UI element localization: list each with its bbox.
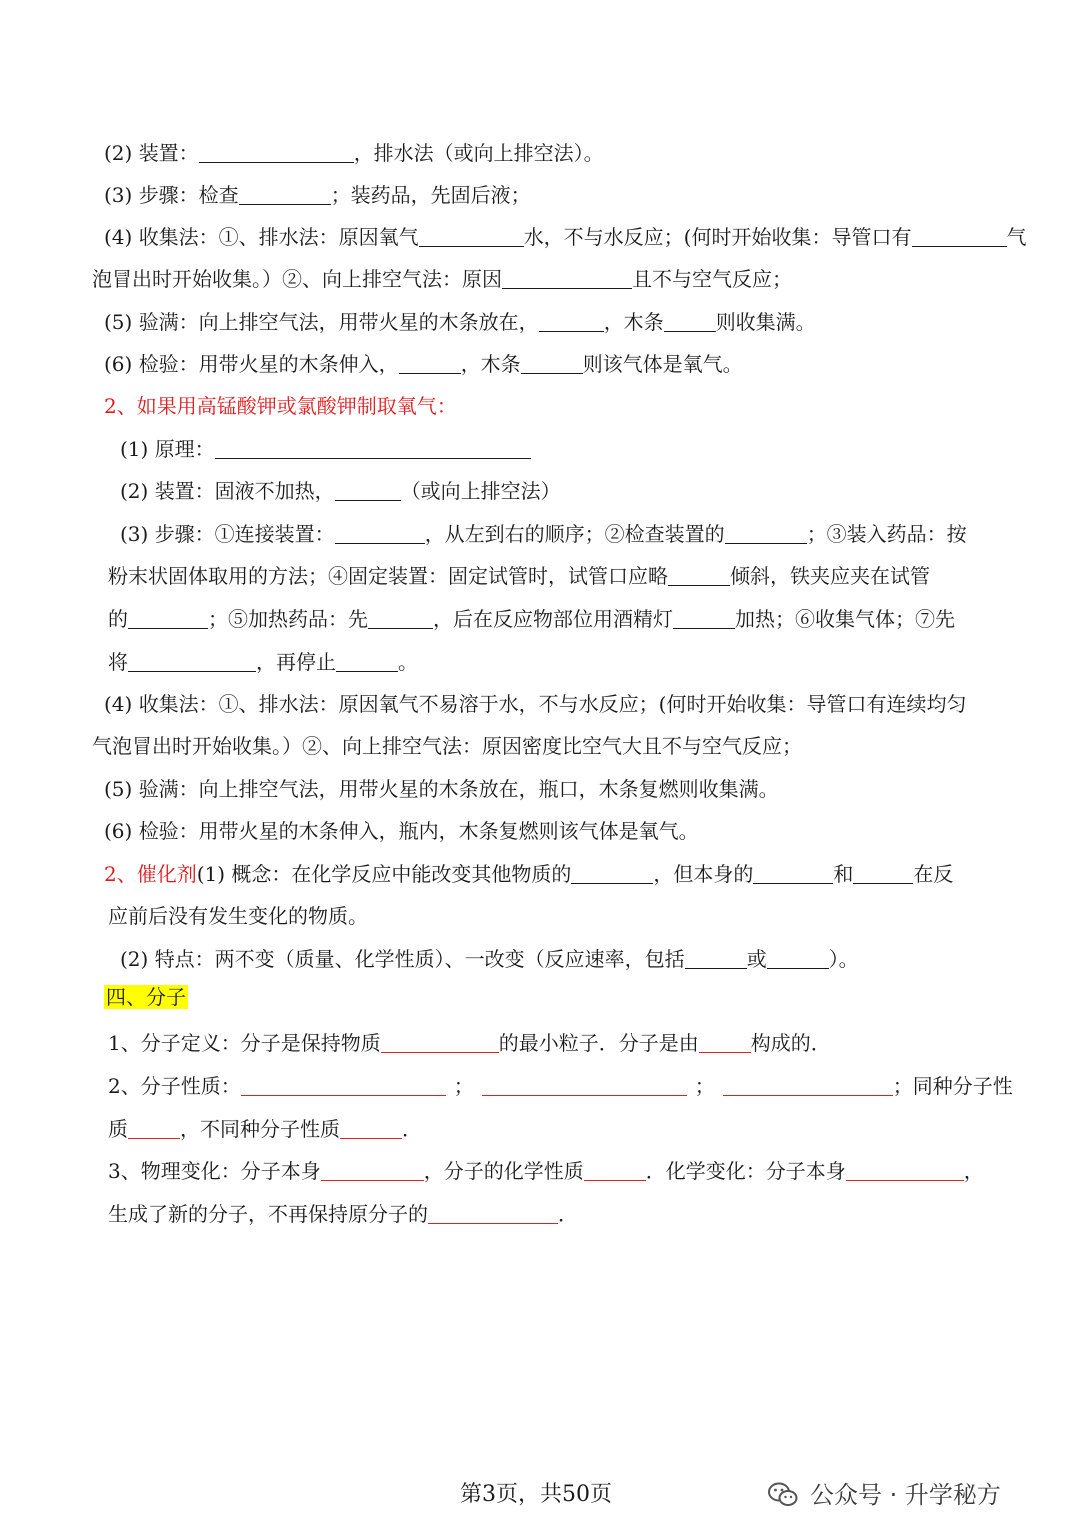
molecule-def-line: 1、分子定义：分子是保持物质 的最小粒子．分子是由 构成的．: [108, 1031, 831, 1055]
molecule-prop-line-2: 质 ，不同种分子性质 ．: [108, 1117, 422, 1141]
blank[interactable]: [335, 480, 401, 501]
h2o2-steps-line: (3) 步骤：检查 ；装药品，先固后液；: [104, 183, 531, 207]
blank[interactable]: [723, 1075, 893, 1096]
page-footer: [0, 1478, 1080, 1512]
kmno4-steps-line-1: (3) 步骤：①连接装置： ，从左到右的顺序；②检查装置的 ；③装入药品：按: [120, 522, 967, 546]
blank[interactable]: [381, 1032, 499, 1053]
blank[interactable]: [241, 1075, 446, 1096]
blank[interactable]: [664, 311, 716, 332]
catalyst-concept-line-1: 2、催化剂(1) 概念：在化学反应中能改变其他物质的 ，但本身的 和 在反: [104, 862, 954, 886]
blank[interactable]: [853, 863, 913, 884]
h2o2-collect-line-1: (4) 收集法：①、排水法：原因氧气 水，不与水反应；(何时开始收集：导管口有 气: [104, 225, 1027, 249]
catalyst-feature-line: (2) 特点：两不变（质量、化学性质）、一改变（反应速率，包括 或 ）。: [120, 947, 859, 971]
blank[interactable]: [199, 142, 354, 163]
molecule-change-line-2: 生成了新的分子，不再保持原分子的 ．: [108, 1202, 578, 1226]
kmno4-device-line: (2) 装置：固液不加热， （或向上排空法）: [120, 479, 561, 503]
blank[interactable]: [668, 565, 730, 586]
wechat-icon: [768, 1482, 798, 1508]
blank[interactable]: [584, 1160, 646, 1181]
blank[interactable]: [239, 184, 331, 205]
molecule-heading-line: [104, 982, 188, 1012]
blank[interactable]: [912, 226, 1007, 247]
blank[interactable]: [482, 1075, 687, 1096]
kmno4-heading: 2、如果用高锰酸钾或氯酸钾制取氧气：: [104, 394, 457, 418]
molecule-change-line-1: 3、物理变化：分子本身 ，分子的化学性质 ．化学变化：分子本身 ，: [108, 1159, 984, 1183]
blank[interactable]: [128, 608, 208, 629]
blank[interactable]: [128, 651, 256, 672]
h2o2-collect-line-2: 泡冒出时开始收集。）②、向上排空气法：原因 且不与空气反应；: [92, 267, 792, 291]
catalyst-heading: 2、催化剂: [104, 862, 197, 886]
blank[interactable]: [321, 1160, 424, 1181]
h2o2-test-line: (6) 检验：用带火星的木条伸入， ，木条 则该气体是氧气。: [104, 352, 743, 376]
watermark-text: 公众号 · 升学秘方: [810, 1481, 1001, 1509]
h2o2-full-line: (5) 验满：向上排空气法，用带火星的木条放在， ，木条 则收集满。: [104, 310, 816, 334]
kmno4-steps-line-2: 粉末状固体取用的方法；④固定装置：固定试管时，试管口应略 倾斜，铁夹应夹在试管: [108, 564, 930, 588]
kmno4-principle-line: (1) 原理：: [120, 434, 531, 464]
blank[interactable]: [699, 1032, 751, 1053]
blank[interactable]: [502, 268, 632, 289]
blank[interactable]: [685, 948, 747, 969]
blank[interactable]: [539, 311, 604, 332]
catalyst-concept-line-2: 应前后没有发生变化的物质。: [108, 904, 368, 928]
kmno4-collect-line-2: 气泡冒出时开始收集。）②、向上排空气法：原因密度比空气大且不与空气反应；: [92, 734, 802, 758]
blank[interactable]: [521, 353, 583, 374]
blank[interactable]: [340, 1118, 402, 1139]
watermark: [768, 1478, 1001, 1512]
blank[interactable]: [571, 863, 653, 884]
blank[interactable]: [335, 523, 425, 544]
blank[interactable]: [846, 1160, 964, 1181]
blank[interactable]: [767, 948, 829, 969]
kmno4-steps-line-4: 将 ，再停止 。: [108, 650, 418, 674]
blank[interactable]: [725, 523, 807, 544]
blank[interactable]: [336, 651, 398, 672]
blank[interactable]: [753, 863, 833, 884]
blank[interactable]: [673, 608, 735, 629]
molecule-heading: 四、分子: [106, 985, 186, 1009]
kmno4-steps-line-3: 的 ；⑤加热药品：先 ，后在反应物部位用酒精灯 加热；⑥收集气体；⑦先: [108, 607, 955, 631]
kmno4-full-line: (5) 验满：向上排空气法，用带火星的木条放在，瓶口，木条复燃则收集满。: [104, 777, 779, 801]
kmno4-test-line: (6) 检验：用带火星的木条伸入，瓶内，木条复燃则该气体是氧气。: [104, 819, 699, 843]
blank[interactable]: [368, 608, 433, 629]
blank[interactable]: [128, 1118, 180, 1139]
kmno4-collect-line-1: (4) 收集法：①、排水法：原因氧气不易溶于水，不与水反应；(何时开始收集：导管口有连续均匀: [104, 692, 967, 716]
blank[interactable]: [215, 438, 531, 459]
blank[interactable]: [399, 353, 461, 374]
blank[interactable]: [419, 226, 524, 247]
h2o2-device-line: (2) 装置： ，排水法（或向上排空法）。: [104, 141, 604, 165]
molecule-prop-line-1: 2、分子性质： ； ； ；同种分子性: [108, 1074, 1013, 1098]
blank[interactable]: [428, 1203, 558, 1224]
page-number: 第3页，共50页: [460, 1482, 612, 1507]
